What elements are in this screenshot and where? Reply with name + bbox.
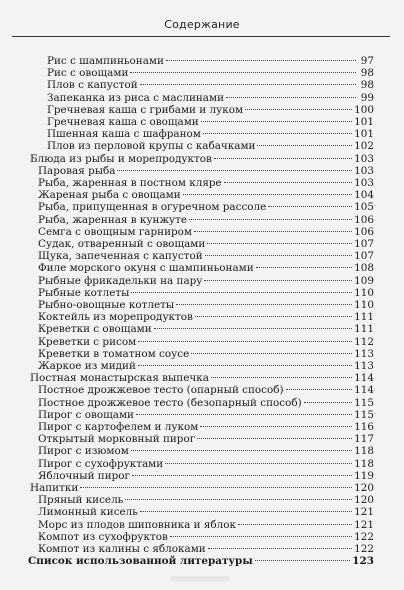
toc-entry <box>0 531 404 544</box>
toc-entry <box>0 116 404 129</box>
toc-entry-title: Рыба, припущенная в огуречном рассоле <box>38 201 267 214</box>
toc-entry-title: Рыба, жаренная в постном кляре <box>38 177 222 189</box>
dot-leader <box>207 243 352 244</box>
toc-entry-row <box>30 482 374 495</box>
toc-entry-page-number: 100 <box>354 103 374 116</box>
toc-entry-page-number: 107 <box>354 250 374 263</box>
toc-entry <box>0 323 404 336</box>
toc-entry-title: Рис с шампиньонами <box>47 55 164 67</box>
toc-entry-page-number: 102 <box>354 140 374 153</box>
dot-leader <box>257 145 352 146</box>
toc-entry-page-number: 120 <box>354 494 374 507</box>
toc-entry-page-number: 120 <box>354 482 374 494</box>
toc-entry-page-number: 119 <box>354 469 374 482</box>
toc-entry <box>0 189 404 202</box>
toc-entry-title: Щука, запеченная с капустой <box>38 250 203 263</box>
dot-leader <box>140 511 352 512</box>
toc-entry-page-number: 110 <box>354 286 374 299</box>
toc-entry-row <box>28 555 374 568</box>
toc-entry-title: Рыбные фрикадельки на пару <box>38 274 203 287</box>
toc-entry <box>0 238 404 251</box>
toc-entry-page-number: 113 <box>354 347 374 360</box>
toc-entry-page-number: 122 <box>354 543 374 555</box>
toc-entry-title: Семга с овощным гарниром <box>38 225 192 238</box>
toc-entry-row <box>30 153 374 166</box>
dot-leader <box>191 353 352 354</box>
toc-entry-page-number: 110 <box>354 299 374 311</box>
toc-entry <box>0 519 404 532</box>
dot-leader <box>226 97 356 98</box>
dot-leader <box>214 158 352 159</box>
dot-leader <box>176 304 352 305</box>
toc-entry-page-number: 115 <box>354 408 374 421</box>
dot-leader <box>140 84 356 85</box>
toc-entry-page-number: 121 <box>354 506 374 519</box>
toc-entry <box>0 506 404 519</box>
toc-entry <box>0 177 404 190</box>
toc-entry-row <box>38 470 374 483</box>
dot-leader <box>256 267 352 268</box>
toc-entry-row <box>38 165 374 178</box>
toc-entry-row <box>47 67 374 80</box>
page-header <box>0 0 404 40</box>
toc-entry <box>0 494 404 507</box>
toc-entry-row <box>47 128 374 141</box>
toc-entry-row <box>38 458 374 471</box>
dot-leader <box>200 426 352 427</box>
toc-entry-title: Пирог с изюмом <box>38 445 129 458</box>
toc-entry <box>0 397 404 410</box>
toc-entry-row <box>47 92 374 105</box>
toc-entry <box>0 67 404 80</box>
toc-entry-page-number: 97 <box>360 55 374 67</box>
toc-entry-row <box>38 519 374 532</box>
toc-entry-title: Открытый морковный пирог <box>38 433 196 446</box>
toc-entry <box>0 336 404 349</box>
toc-entry-title: Креветки с овощами <box>38 323 152 336</box>
toc-entry-title: Рыбно-овощные котлеты <box>38 299 175 311</box>
toc-entry-page-number: 106 <box>354 213 374 226</box>
dot-leader <box>211 377 352 378</box>
dot-leader <box>197 438 352 439</box>
toc-entry-row <box>38 494 374 507</box>
toc-entry-page-number: 98 <box>360 67 374 80</box>
toc-entry-title: Паровая рыба <box>38 164 116 177</box>
toc-entry-row <box>47 55 374 68</box>
toc-entry-page-number: 109 <box>354 274 374 287</box>
toc-entry <box>0 165 404 178</box>
toc-entry-row <box>38 323 374 336</box>
dot-leader <box>165 463 352 464</box>
toc-entry <box>0 153 404 166</box>
toc-entry-title: Гречневая каша с грибами и луком <box>47 103 244 116</box>
toc-entry-page-number: 118 <box>354 457 374 470</box>
toc-entry-title: Список использованной литературы <box>28 555 253 568</box>
toc-entry-title: Постное дрожжевое тесто (опарный способ) <box>38 384 284 397</box>
toc-entry-title: Пирог с сухофруктами <box>38 457 164 470</box>
dot-leader <box>203 133 352 134</box>
dot-leader <box>286 389 353 390</box>
toc-entry-title: Компот из сухофруктов <box>38 530 168 543</box>
toc-entry-row <box>38 214 374 227</box>
toc-entry <box>0 55 404 68</box>
toc-entry-row <box>38 506 374 519</box>
toc-entry-title: Плов с капустой <box>47 79 138 92</box>
dot-leader <box>80 487 352 488</box>
toc-entry-page-number: 114 <box>354 384 374 397</box>
toc-entry-page-number: 116 <box>354 421 374 433</box>
toc-entry-page-number: 118 <box>354 445 374 458</box>
toc-entry-row <box>38 201 374 214</box>
toc-entry-row <box>38 409 374 422</box>
header-rule <box>12 36 390 37</box>
toc-entry-row <box>38 384 374 397</box>
toc-entry <box>0 433 404 446</box>
toc-entry-page-number: 113 <box>354 360 374 372</box>
dot-leader <box>194 231 352 232</box>
toc-entry-title: Пряный кисель <box>38 494 124 507</box>
toc-entry-row <box>38 250 374 263</box>
toc-entry-page-number: 123 <box>352 555 374 568</box>
toc-entry-page-number: 104 <box>354 189 374 202</box>
toc-entry-row <box>47 116 374 129</box>
toc-entry <box>0 299 404 312</box>
toc-entry <box>0 348 404 361</box>
dot-leader <box>201 121 352 122</box>
toc-entry <box>0 421 404 434</box>
toc-entry <box>0 79 404 92</box>
toc-entry-row <box>38 421 374 434</box>
toc-entry <box>0 555 404 568</box>
toc-entry-title: Лимонный кисель <box>38 506 138 519</box>
toc-entry-title: Судак, отваренный с овощами <box>38 238 206 250</box>
dot-leader <box>183 194 352 195</box>
toc-entry-row <box>38 543 374 556</box>
toc-entry-row <box>47 140 374 153</box>
toc-entry-page-number: 101 <box>354 116 374 128</box>
dot-leader <box>132 475 352 476</box>
toc-entry-title: Яблочный пирог <box>38 469 130 482</box>
toc-entry-page-number: 103 <box>354 164 374 177</box>
dot-leader <box>205 255 352 256</box>
toc-entry-row <box>38 336 374 349</box>
toc-entry-title: Компот из калины с яблоками <box>38 543 206 555</box>
toc-entry-row <box>38 397 374 410</box>
toc-entry-page-number: 106 <box>354 225 374 238</box>
toc-entry <box>0 250 404 263</box>
toc-entry-row <box>38 226 374 239</box>
toc-entry-title: Плов из перловой крупы с кабачками <box>47 140 256 153</box>
dot-leader <box>125 499 352 500</box>
toc-entry <box>0 445 404 458</box>
dot-leader <box>166 60 356 61</box>
toc-entry <box>0 360 404 373</box>
dot-leader <box>130 72 356 73</box>
dot-leader <box>245 109 352 110</box>
toc-entry-title: Гречневая каша с овощами <box>47 116 199 128</box>
toc-entry <box>0 201 404 214</box>
toc-entry-row <box>38 311 374 324</box>
dot-leader <box>255 560 351 561</box>
toc-entry-page-number: 115 <box>354 396 374 409</box>
toc-entry-page-number: 121 <box>354 518 374 531</box>
toc-entry <box>0 470 404 483</box>
dot-leader <box>195 316 352 317</box>
toc-entry-page-number: 101 <box>354 128 374 141</box>
dot-leader <box>138 341 352 342</box>
toc-entry-title: Жаркое из мидий <box>38 360 136 372</box>
dot-leader <box>154 328 352 329</box>
toc-entry-row <box>38 189 374 202</box>
dot-leader <box>224 182 352 183</box>
toc-entry-row <box>38 445 374 458</box>
toc-entry-row <box>38 360 374 373</box>
toc-entry <box>0 409 404 422</box>
toc-entry-page-number: 111 <box>354 311 374 324</box>
toc-entry <box>0 262 404 275</box>
toc-entry-page-number: 108 <box>354 262 374 275</box>
toc-entry-title: Постная монастырская выпечка <box>30 372 209 385</box>
toc-entry-page-number: 114 <box>354 372 374 385</box>
toc-entry-row <box>38 275 374 288</box>
toc-entry-page-number: 103 <box>354 152 374 165</box>
toc-entry-title: Жареная рыба с овощами <box>38 189 181 202</box>
toc-entry-row <box>38 238 374 251</box>
dot-leader <box>138 365 352 366</box>
toc-entry-page-number: 111 <box>354 323 374 336</box>
dot-leader <box>170 536 352 537</box>
toc-entry-title: Рыба, жаренная в кунжуте <box>38 213 188 226</box>
toc-entry <box>0 226 404 239</box>
toc-entry-page-number: 103 <box>354 177 374 189</box>
dot-leader <box>304 402 353 403</box>
toc-entry-row <box>38 287 374 300</box>
toc-entry-page-number: 107 <box>354 238 374 250</box>
toc-entry-page-number: 117 <box>354 433 374 446</box>
toc-entry-title: Запеканка из риса с маслинами <box>47 91 225 104</box>
toc-entry-title: Рыбные котлеты <box>38 286 130 299</box>
toc-entry-row <box>38 348 374 361</box>
toc-entry-title: Коктейль из морепродуктов <box>38 311 193 324</box>
toc-entry <box>0 128 404 141</box>
toc-entry <box>0 287 404 300</box>
dot-leader <box>204 280 352 281</box>
toc-entry-title: Постное дрожжевое тесто (безопарный способ) <box>38 396 302 409</box>
toc-entry-title: Рис с овощами <box>47 67 129 80</box>
toc-entry <box>0 92 404 105</box>
page-title: Содержание <box>164 18 240 31</box>
toc-entry <box>0 458 404 471</box>
toc-entry-row <box>38 531 374 544</box>
toc-entry-row <box>47 104 374 117</box>
toc-entry <box>0 384 404 397</box>
toc-entry-page-number: 122 <box>354 530 374 543</box>
toc-entry-row <box>38 177 374 190</box>
dot-leader <box>131 450 352 451</box>
toc-entry-title: Морс из плодов шиповника и яблок <box>38 518 237 531</box>
toc-entry-row <box>38 262 374 275</box>
dot-leader <box>268 206 352 207</box>
toc-entry-row <box>30 372 374 385</box>
toc-entry-title: Блюда из рыбы и морепродуктов <box>30 152 212 165</box>
toc-entry-page-number: 99 <box>360 91 374 104</box>
dot-leader <box>131 292 352 293</box>
toc-entry-title: Филе морского окуня с шампиньонами <box>38 262 254 275</box>
toc-entry <box>0 311 404 324</box>
dot-leader <box>189 219 352 220</box>
toc-entry <box>0 104 404 117</box>
toc-entry-row <box>38 433 374 446</box>
toc-entry-page-number: 112 <box>354 335 374 348</box>
toc-entry-title: Пшенная каша с шафраном <box>47 128 201 141</box>
toc-entry-title: Креветки с рисом <box>38 335 137 348</box>
toc-entry <box>0 482 404 495</box>
toc-entry <box>0 275 404 288</box>
dot-leader <box>208 548 352 549</box>
toc-entry <box>0 214 404 227</box>
toc-entry-title: Напитки <box>30 482 79 494</box>
toc-entry <box>0 543 404 556</box>
toc-entry-page-number: 98 <box>360 79 374 92</box>
toc-entry <box>0 140 404 153</box>
dot-leader <box>136 414 352 415</box>
toc-entry-page-number: 105 <box>354 201 374 214</box>
dot-leader <box>117 170 352 171</box>
toc-entry-row <box>47 79 374 92</box>
toc-entry-title: Креветки в томатном соусе <box>38 347 190 360</box>
dot-leader <box>238 524 352 525</box>
toc-entry-row <box>38 299 374 312</box>
toc-entry-title: Пирог с овощами <box>38 408 134 421</box>
toc-entry-title: Пирог с картофелем и луком <box>38 421 199 433</box>
page-smudge <box>170 576 230 582</box>
toc-entry <box>0 372 404 385</box>
